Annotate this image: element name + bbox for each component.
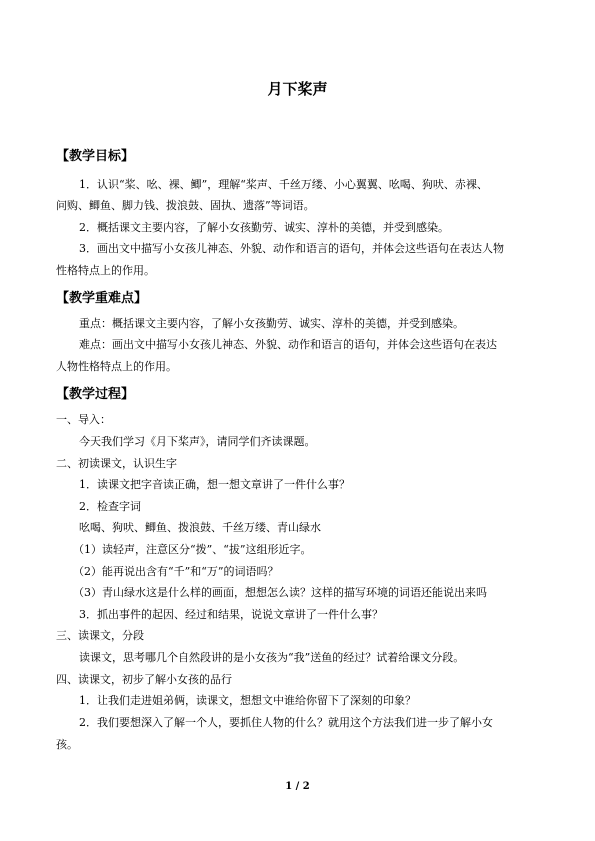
section-heading-process: 【教学过程】	[56, 387, 135, 402]
process-line: 四、读课文，初步了解小女孩的品行	[56, 673, 232, 686]
process-line: 孩。	[56, 738, 78, 751]
process-line: 1．读课文把字音读正确，想一想文章讲了一件什么事？	[79, 478, 350, 491]
keypoints-line: 人物性格特点上的作用。	[56, 360, 177, 373]
goals-line: 2．概括课文主要内容，了解小女孩勤劳、诚实、淳朴的美德，并受到感染。	[79, 221, 449, 234]
page-number: 1 / 2	[285, 781, 310, 792]
process-line: 2．检查字词	[79, 500, 141, 513]
goals-line: 问购、鲫鱼、脚力钱、拨浪鼓、固执、遗落”等词语。	[56, 199, 315, 212]
process-line: 二、初读课文，认识生字	[56, 457, 177, 470]
process-line: （1）读轻声，注意区分“拨”、“拔”这组形近字。	[73, 543, 312, 556]
goals-line: 3．画出文中描写小女孩儿神态、外貌、动作和语言的语句，并体会这些语句在表达人物	[79, 242, 504, 255]
section-heading-goals: 【教学目标】	[56, 149, 135, 164]
process-line: 三、读课文，分段	[56, 629, 144, 642]
goals-line: 性格特点上的作用。	[56, 264, 155, 277]
process-line: 2．我们要想深入了解一个人，要抓住人物的什么？就用这个方法我们进一步了解小女	[79, 716, 493, 729]
keypoints-line: 难点：画出文中描写小女孩儿神态、外貌、动作和语言的语句，并体会这些语句在表达	[79, 338, 497, 351]
goals-line: 1．认识“桨、吆、裸、鲫”，理解“桨声、千丝万缕、小心翼翼、吆喝、狗吠、赤裸、	[79, 178, 488, 191]
process-line: 3．抓出事件的起因、经过和结果，说说文章讲了一件什么事？	[79, 608, 383, 621]
keypoints-line: 重点：概括课文主要内容，了解小女孩勤劳、诚实、淳朴的美德，并受到感染。	[79, 317, 464, 330]
process-line: （2）能再说出含有“千”和“万”的词语吗？	[73, 565, 279, 578]
section-heading-keypoints: 【教学重难点】	[56, 291, 148, 306]
process-line: 读课文，思考哪几个自然段讲的是小女孩为“我”送鱼的经过？试着给课文分段。	[79, 651, 465, 664]
process-line: （3）青山绿水这是什么样的画面，想想怎么读？这样的描写环境的词语还能说出来吗	[73, 586, 487, 599]
process-line: 吆喝、狗吠、鲫鱼、拨浪鼓、千丝万缕、青山绿水	[79, 521, 321, 534]
process-line: 1．让我们走进姐弟俩，读课文，想想文中谁给你留下了深刻的印象？	[79, 694, 416, 707]
process-line: 今天我们学习《月下桨声》，请同学们齐读课题。	[79, 435, 316, 448]
process-line: 一、导入：	[56, 413, 111, 426]
page-title: 月下桨声	[267, 80, 328, 98]
